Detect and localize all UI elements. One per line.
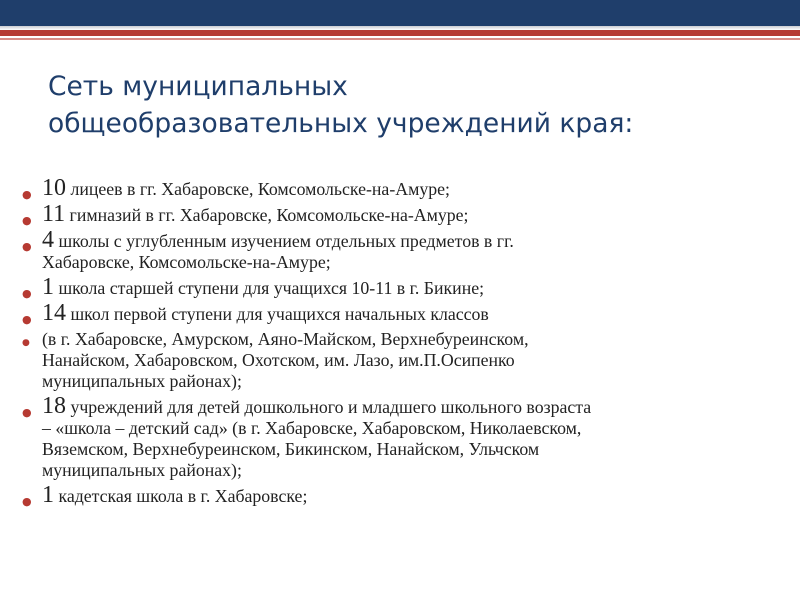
list-item-line	[42, 300, 792, 326]
list-item-text: учреждений для детей дошкольного и младшего школьного возраста	[66, 397, 592, 417]
list-item-text: Нанайском, Хабаровском, Охотском, им. Лазо, им.П.Осипенко	[42, 350, 515, 370]
bullet-icon: ●	[22, 406, 32, 419]
list-item-text: муниципальных районах);	[42, 460, 242, 480]
list-item	[22, 201, 792, 227]
list-item-text: лицеев в гг. Хабаровске, Комсомольске-на-Амуре;	[66, 179, 450, 199]
list-item-count: 14	[42, 300, 66, 326]
list-item-text: гимназий в гг. Хабаровске, Комсомольске-на-Амуре;	[65, 205, 469, 225]
bullet-icon: ●	[22, 214, 32, 227]
bullet-icon: ●	[22, 338, 30, 348]
list-item-text: школы с углубленным изучением отдельных предметов в гг.	[54, 231, 514, 251]
header-bar	[0, 0, 800, 26]
list-item-text: школ первой ступени для учащихся начальных классов	[66, 304, 489, 324]
institution-list	[22, 175, 792, 511]
bullet-icon: ●	[22, 313, 32, 326]
list-item-line	[42, 393, 792, 419]
list-item-text: (в г. Хабаровске, Амурском, Аяно-Майском, Верхнебуреинском,	[42, 329, 529, 349]
list-item-text: – «школа – детский сад» (в г. Хабаровске, Хабаровском, Николаевском,	[42, 418, 582, 438]
list-item	[22, 482, 792, 508]
accent-stripe	[0, 30, 800, 36]
list-item	[22, 329, 792, 392]
list-item-count: 1	[42, 274, 54, 300]
list-item	[22, 300, 792, 326]
bullet-icon: ●	[22, 240, 32, 253]
slide-title-line: общеобразовательных учреждений края:	[48, 108, 634, 139]
list-item	[22, 175, 792, 201]
list-item-line	[42, 201, 792, 227]
list-item-line	[42, 274, 792, 300]
list-item	[22, 274, 792, 300]
list-item	[22, 227, 792, 273]
slide-title-line: Сеть муниципальных	[48, 71, 348, 102]
list-item-text: муниципальных районах);	[42, 371, 242, 391]
list-item-line	[42, 227, 792, 253]
bullet-icon: ●	[22, 188, 32, 201]
list-item-text: Хабаровске, Комсомольске-на-Амуре;	[42, 252, 331, 272]
list-item-count: 1	[42, 482, 54, 508]
list-item	[22, 393, 792, 481]
bullet-icon: ●	[22, 495, 32, 508]
slide-title	[48, 68, 768, 142]
list-item-text: Вяземском, Верхнебуреинском, Бикинском, Нанайском, Ульчском	[42, 439, 540, 459]
accent-stripe-thin	[0, 38, 800, 40]
list-item-count: 10	[42, 175, 66, 201]
list-item-text: школа старшей ступени для учащихся 10-11 в г. Бикине;	[54, 278, 485, 298]
list-item-line	[42, 175, 792, 201]
list-item-count: 11	[42, 201, 66, 227]
list-item-line	[42, 482, 792, 508]
list-item-count: 18	[42, 393, 66, 419]
list-item-text: кадетская школа в г. Хабаровске;	[54, 486, 308, 506]
bullet-icon: ●	[22, 287, 32, 300]
list-item-count: 4	[42, 227, 54, 253]
